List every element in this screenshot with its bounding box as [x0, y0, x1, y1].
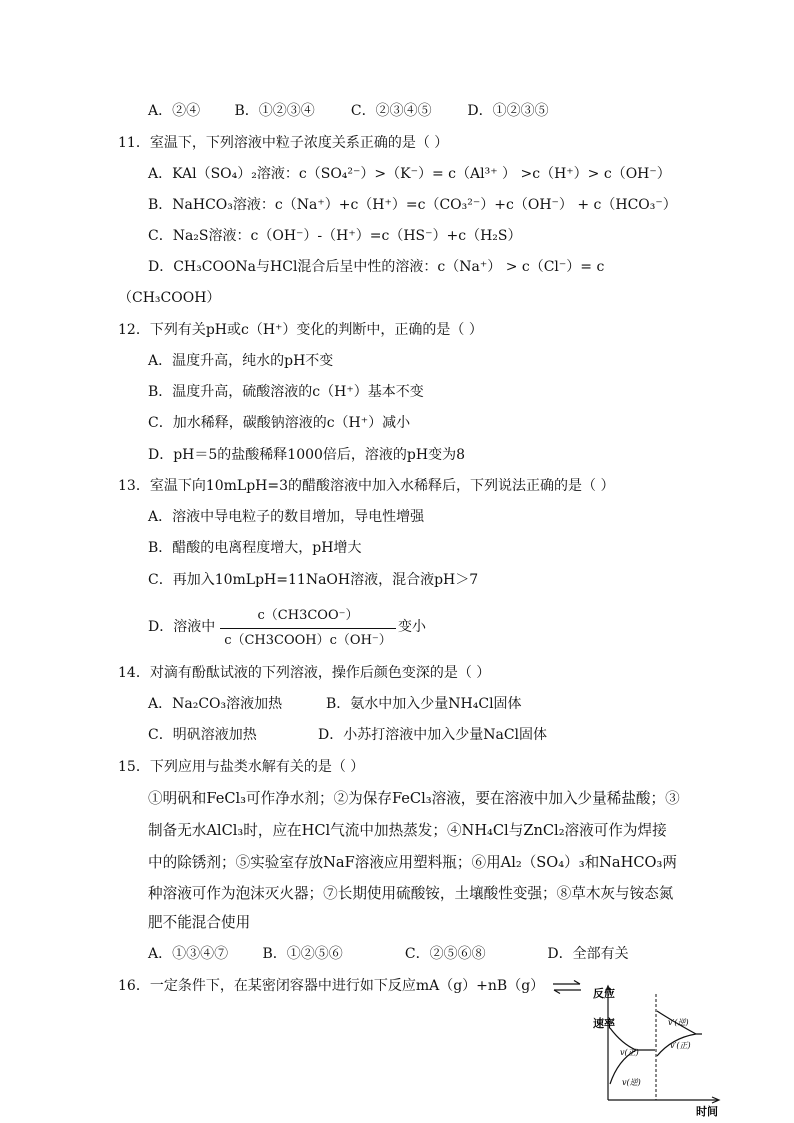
q11-option-a: A．KAl（SO₄）₂溶液：c（SO₄²⁻）>（K⁻）= c（Al³⁺ ） >c（H⁺）> c（OH⁻）: [148, 166, 671, 182]
q14-option-c: C．明矾溶液加热: [148, 727, 257, 743]
q13-fraction: [220, 606, 396, 651]
q12-stem: 12．下列有关pH或c（H⁺）变化的判断中，正确的是（ ）: [118, 322, 483, 338]
q13-option-b: B．醋酸的电离程度增大，pH增大: [148, 540, 362, 556]
q11-option-d: D．CH₃COONa与HCl混合后呈中性的溶液：c（Na⁺） > c（Cl⁻）= c: [148, 259, 605, 275]
q10-choice-a: A．②④: [148, 103, 201, 119]
q15-choice-b: B．①②⑤⑥: [262, 946, 343, 962]
fraction-bar: [220, 628, 396, 629]
q14-stem: 14．对滴有酚酞试液的下列溶液，操作后颜色变深的是（ ）: [118, 665, 491, 681]
graph-y-label-1: 反应: [593, 987, 615, 1000]
v-reverse-label: v(逆): [622, 1078, 641, 1087]
q10-choice-c: C．②③④⑤: [350, 103, 432, 119]
q12-option-d: D．pH＝5的盐酸稀释1000倍后，溶液的pH变为8: [148, 447, 466, 463]
q15-paragraph-line-4: 种溶液可作为泡沫灭火器；⑦长期使用硫酸铵，土壤酸性变强；⑧草木灰与铵态氮: [148, 885, 674, 902]
q15-choice-c: C．②⑤⑥⑧: [404, 946, 486, 962]
v-reverse-new-label: v′(逆): [668, 1018, 689, 1027]
q13-fraction-numerator: c（CH3COO⁻）: [257, 608, 359, 623]
q12-option-a: A．温度升高，纯水的pH不变: [148, 353, 334, 369]
q14-option-b: B．氨水中加入少量NH₄Cl固体: [326, 696, 522, 712]
q15-paragraph-line-5: 肥不能混合使用: [148, 914, 251, 931]
graph-x-label: 时间: [696, 1105, 718, 1118]
q14-option-a: A．Na₂CO₃溶液加热: [148, 696, 283, 712]
q13-option-d-suffix: 变小: [398, 619, 426, 635]
q13-stem: 13．室温下向10mLpH=3的醋酸溶液中加入水稀释后，下列说法正确的是（ ）: [118, 478, 615, 494]
q12-option-b: B．温度升高，硫酸溶液的c（H⁺）基本不变: [148, 384, 424, 400]
equilibrium-arrows-icon: [552, 980, 582, 994]
q13-option-d-prefix: D．溶液中: [148, 619, 216, 635]
q14-option-d: D．小苏打溶液中加入少量NaCl固体: [318, 727, 548, 743]
q15-paragraph-line-3: 中的除锈剂；⑤实验室存放NaF溶液应用塑料瓶；⑥用Al₂（SO₄）₃和NaHCO₃两: [148, 854, 677, 871]
q13-option-c: C．再加入10mLpH=11NaOH溶液，混合液pH＞7: [148, 572, 479, 588]
q15-choice-a: A．①③④⑦: [148, 946, 229, 962]
q10-choice-d: D．①②③⑤: [467, 103, 549, 119]
q12-option-c: C．加水稀释，碳酸钠溶液的c（H⁺）减小: [148, 415, 411, 431]
q11-option-d-cont: （CH₃COOH）: [118, 290, 221, 306]
q16-stem: 16．一定条件下，在某密闭容器中进行如下反应mA（g）+nB（g）: [118, 978, 545, 994]
q11-stem: 11．室温下，下列溶液中粒子浓度关系正确的是（ ）: [118, 135, 449, 151]
q15-paragraph-line-1: ①明矾和FeCl₃可作净水剂；②为保存FeCl₃溶液，要在溶液中加入少量稀盐酸；③: [148, 790, 680, 807]
q15-stem: 15．下列应用与盐类水解有关的是（ ）: [118, 759, 365, 775]
q15-choice-d: D．全部有关: [547, 946, 629, 962]
q13-option-a: A．溶液中导电粒子的数目增加，导电性增强: [148, 509, 425, 525]
q11-option-c: C．Na₂S溶液：c（OH⁻）-（H⁺）=c（HS⁻）+c（H₂S）: [148, 228, 522, 244]
reaction-rate-graph: [592, 984, 732, 1118]
v-forward-new-label: v′(正): [670, 1041, 691, 1050]
q10-choice-b: B．①②③④: [234, 103, 315, 119]
q15-choices: [148, 944, 629, 964]
q10-choices: [148, 101, 549, 121]
q15-paragraph-line-2: 制备无水AlCl₃时，应在HCl气流中加热蒸发；④NH₄Cl与ZnCl₂溶液可作为焊接: [148, 822, 667, 839]
v-forward-curve: [610, 1028, 655, 1050]
graph-y-label-2: 速率: [593, 1017, 615, 1030]
q13-fraction-denominator: c（CH3COOH）c（OH⁻）: [224, 633, 392, 648]
q11-option-b: B．NaHCO₃溶液：c（Na⁺）+c（H⁺）=c（CO₃²⁻）+c（OH⁻） + c（HCO₃⁻）: [148, 197, 677, 213]
v-forward-label: v(正): [620, 1048, 639, 1057]
